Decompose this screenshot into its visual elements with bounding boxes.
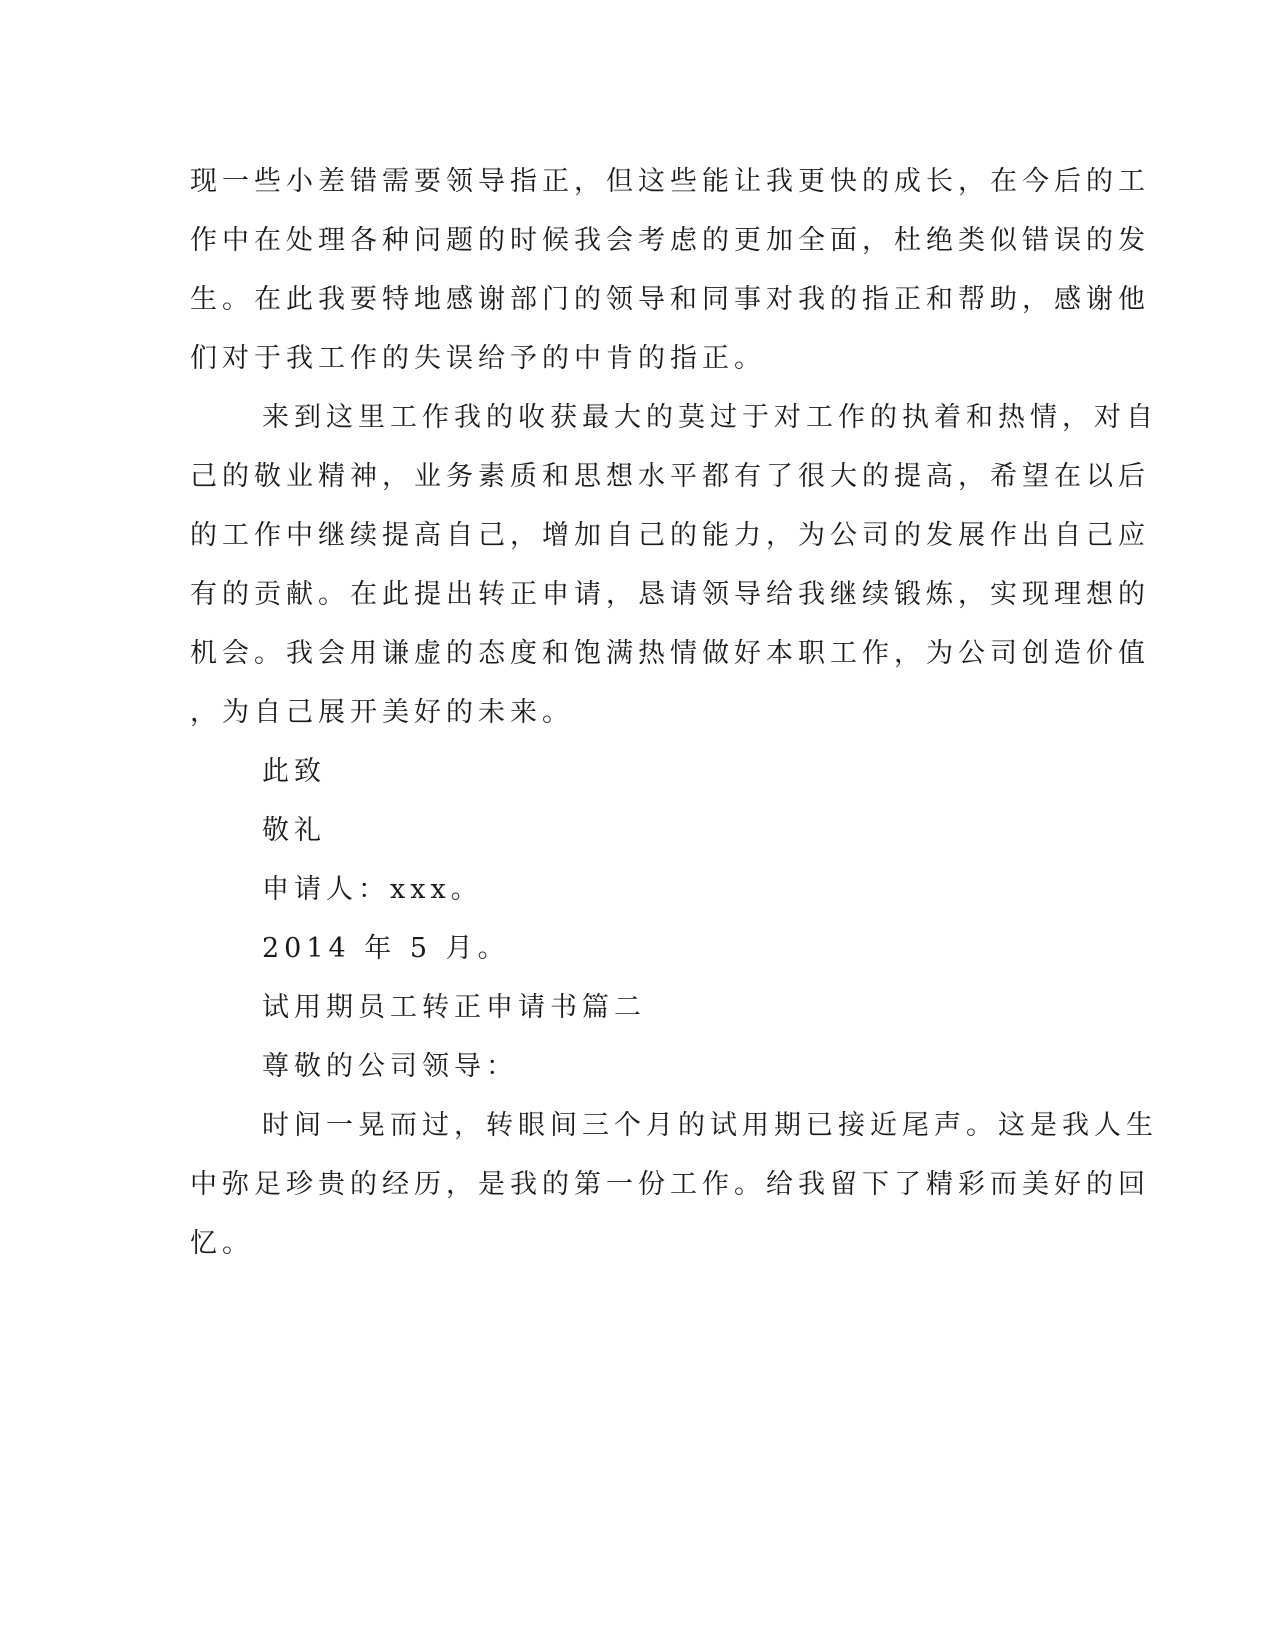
section-title: 试用期员工转正申请书篇二 (262, 992, 646, 1023)
paragraph-line: 时间一晃而过，转眼间三个月的试用期已接近尾声。这是我人生 (262, 1110, 1158, 1141)
paragraph-line: 来到这里工作我的收获最大的莫过于对工作的执着和热情，对自 (262, 402, 1158, 433)
paragraph-line: 有的贡献。在此提出转正申请，恳请领导给我继续锻炼，实现理想的 (190, 579, 1150, 610)
paragraph-line: 忆。 (190, 1228, 254, 1259)
closing-line: 此致 (262, 756, 326, 787)
paragraph-line: 己的敬业精神，业务素质和思想水平都有了很大的提高，希望在以后 (190, 461, 1150, 492)
paragraph-line: 机会。我会用谦虚的态度和饱满热情做好本职工作，为公司创造价值 (190, 638, 1150, 669)
closing-line: 敬礼 (262, 815, 326, 846)
paragraph-line: 作中在处理各种问题的时候我会考虑的更加全面，杜绝类似错误的发 (190, 225, 1150, 256)
paragraph-line: 现一些小差错需要领导指正，但这些能让我更快的成长，在今后的工 (190, 166, 1150, 197)
paragraph-line: 们对于我工作的失误给予的中肯的指正。 (190, 343, 766, 374)
paragraph-line: 的工作中继续提高自己，增加自己的能力，为公司的发展作出自己应 (190, 520, 1150, 551)
paragraph-line: 生。在此我要特地感谢部门的领导和同事对我的指正和帮助，感谢他 (190, 284, 1150, 315)
date-line: 2014 年 5 月。 (262, 933, 510, 964)
salutation: 尊敬的公司领导： (262, 1051, 518, 1082)
paragraph-line: ，为自己展开美好的未来。 (190, 697, 574, 728)
paragraph-line: 中弥足珍贵的经历，是我的第一份工作。给我留下了精彩而美好的回 (190, 1169, 1150, 1200)
applicant-line: 申请人：xxx。 (262, 874, 483, 905)
